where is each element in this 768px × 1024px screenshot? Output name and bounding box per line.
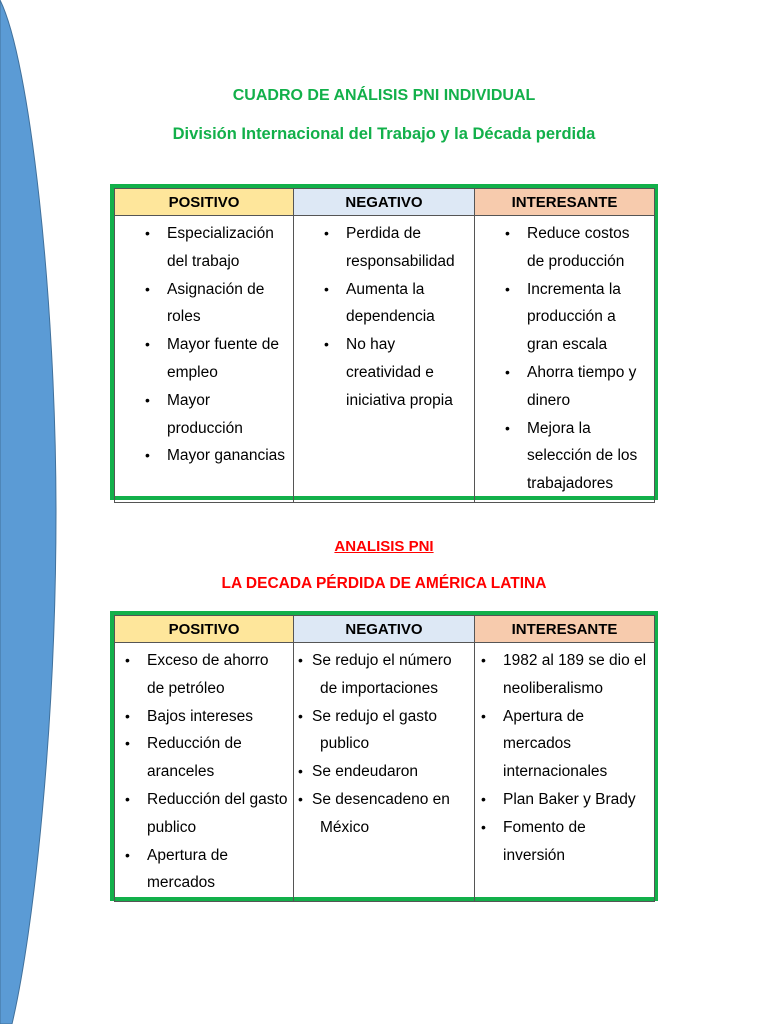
positivo-column [115, 216, 294, 503]
list-item-text: Se redujo el número [312, 652, 452, 669]
list-item-text: Se desencadeno en [312, 790, 450, 808]
page-title: CUADRO DE ANÁLISIS PNI INDIVIDUAL [232, 87, 536, 104]
list-item [294, 786, 470, 842]
list-item: • Exceso de ahorro de petróleo [115, 647, 289, 703]
list-item: • Mejora la selección de los trabajadores [475, 415, 650, 498]
list-item: • Asignación de roles [115, 276, 289, 332]
side-decoration-shape [0, 0, 60, 1024]
negativo-column [294, 643, 475, 902]
list-item-continuation: publico [320, 735, 370, 753]
list-item: • Mayor fuente de empleo [115, 331, 289, 387]
header-positivo: POSITIVO [115, 189, 294, 216]
pni-table-1 [110, 184, 658, 500]
list-item: • Bajos intereses [115, 703, 289, 731]
list-item: • No hay creatividad e iniciativa propia [294, 331, 470, 414]
positivo-column [115, 643, 294, 902]
list-item: • Reduce costos de producción [475, 220, 650, 276]
list-item: • Reducción de aranceles [115, 730, 289, 786]
list-item: • Aumenta la dependencia [294, 276, 470, 332]
header-negativo: NEGATIVO [294, 616, 475, 643]
section2-title: ANALISIS PNI [334, 538, 434, 555]
header-negativo: NEGATIVO [294, 189, 475, 216]
section2-subtitle: LA DECADA PÉRDIDA DE AMÉRICA LATINA [221, 575, 547, 592]
header-positivo: POSITIVO [115, 616, 294, 643]
list-item: • Apertura de mercados [115, 842, 289, 898]
interesante-column [475, 216, 655, 503]
pni-table-2 [110, 611, 658, 901]
list-item-text: Se redujo el gasto [312, 707, 437, 725]
list-item-text: Se endeudaron [312, 763, 419, 781]
negativo-column [294, 216, 475, 503]
list-item-continuation: México [320, 818, 370, 836]
list-item [294, 703, 470, 759]
list-item: • Mayor ganancias [115, 442, 289, 470]
list-item [294, 647, 470, 703]
list-item: • Apertura de mercados internacionales [475, 703, 650, 786]
list-item: • Mayor producción [115, 387, 289, 443]
interesante-column [475, 643, 655, 902]
page-subtitle: División Internacional del Trabajo y la Década perdida [172, 125, 596, 143]
list-item: • 1982 al 189 se dio el neoliberalismo [475, 647, 650, 703]
list-item: • Especialización del trabajo [115, 220, 289, 276]
list-item: • Reducción del gasto publico [115, 786, 289, 842]
list-item: • Ahorra tiempo y dinero [475, 359, 650, 415]
list-item: • Perdida de responsabilidad [294, 220, 470, 276]
list-item: • Plan Baker y Brady [475, 786, 650, 814]
list-item [294, 758, 470, 786]
header-interesante: INTERESANTE [475, 616, 655, 643]
list-item: • Incrementa la producción a gran escala [475, 276, 650, 359]
list-item-continuation: de importaciones [320, 679, 439, 697]
list-item: • Fomento de inversión [475, 814, 650, 870]
header-interesante: INTERESANTE [475, 189, 655, 216]
